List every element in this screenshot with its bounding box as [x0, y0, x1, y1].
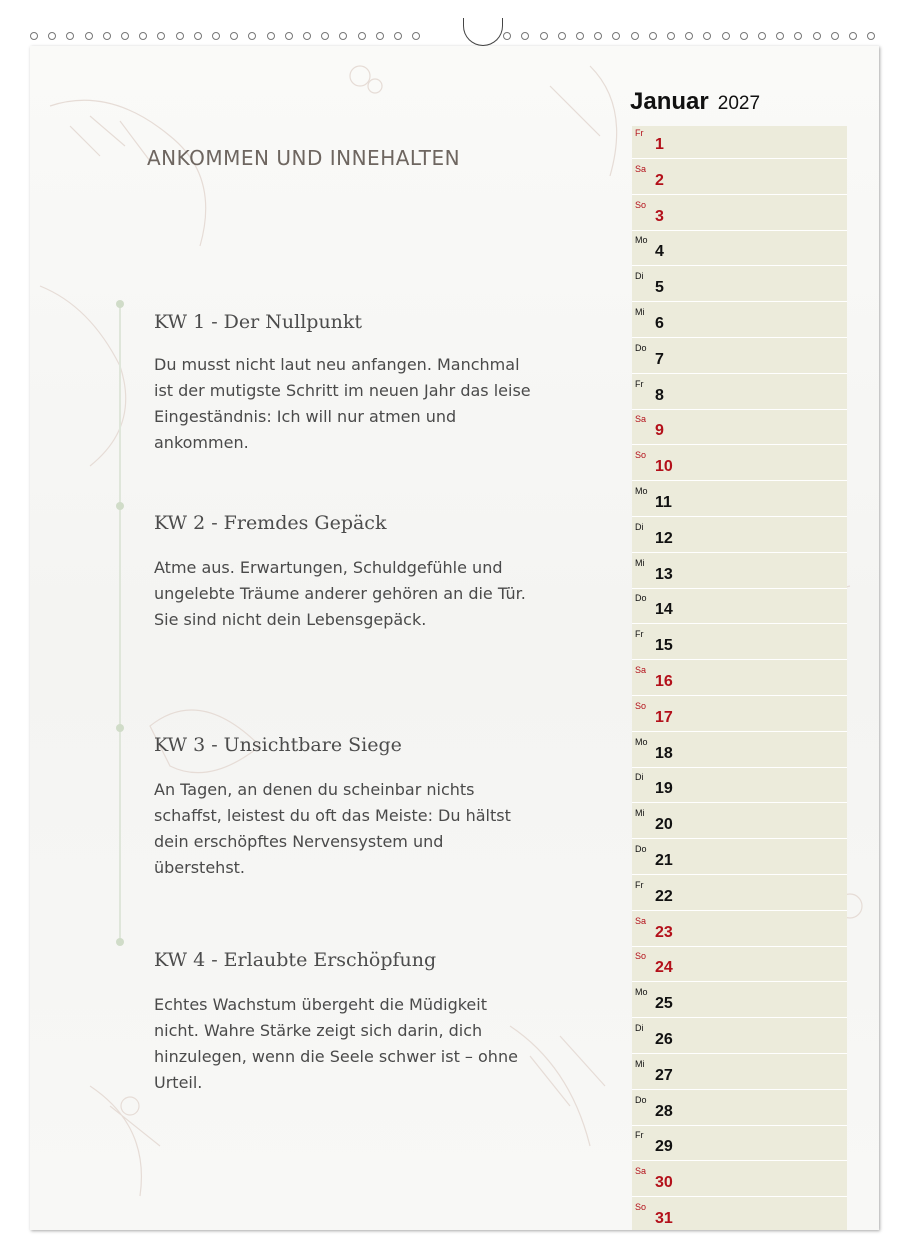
month-name: Januar	[630, 88, 709, 115]
day-number: 4	[655, 243, 664, 261]
year: 2027	[717, 93, 761, 114]
binding-ring	[685, 32, 693, 40]
day-number: 11	[655, 493, 672, 511]
calendar-page	[30, 46, 879, 1230]
weekday-label: Mo	[635, 987, 648, 998]
day-number: 8	[655, 386, 664, 404]
binding-ring	[412, 32, 420, 40]
timeline-line	[119, 304, 121, 944]
binding-ring	[649, 32, 657, 40]
day-row	[632, 305, 847, 338]
day-number: 18	[655, 744, 673, 762]
day-number: 3	[655, 207, 664, 225]
binding-ring	[776, 32, 784, 40]
day-number: 21	[655, 851, 673, 869]
binding-ring	[594, 32, 602, 40]
binding-ring	[576, 32, 584, 40]
binding-ring	[358, 32, 366, 40]
timeline-dot	[116, 724, 124, 732]
day-number: 17	[655, 708, 673, 726]
binding-ring	[157, 32, 165, 40]
weekday-label: Do	[635, 843, 647, 854]
weekday-label: Di	[635, 772, 644, 783]
binding-ring	[558, 32, 566, 40]
day-row	[632, 484, 847, 517]
weekday-label: Mo	[635, 235, 648, 246]
weekday-label: Mi	[635, 306, 645, 317]
binding-ring	[813, 32, 821, 40]
day-row	[632, 1164, 847, 1197]
binding-ring	[66, 32, 74, 40]
day-number: 19	[655, 780, 673, 798]
day-row	[632, 735, 847, 768]
binding-ring	[867, 32, 875, 40]
timeline-dot	[116, 502, 124, 510]
binding-ring	[176, 32, 184, 40]
day-number: 28	[655, 1102, 673, 1120]
day-row	[632, 699, 847, 732]
weekday-label: Mi	[635, 808, 645, 819]
day-number: 15	[655, 637, 673, 655]
week-4-title: KW 4 - Erlaubte Erschöpfung	[154, 949, 437, 971]
weekday-label: Sa	[635, 414, 647, 425]
day-row	[632, 1057, 847, 1090]
day-row	[632, 126, 847, 159]
weekday-label: Fr	[635, 378, 644, 389]
binding-ring	[740, 32, 748, 40]
weekday-label: Do	[635, 342, 647, 353]
day-number: 13	[655, 565, 673, 583]
weekday-label: So	[635, 951, 647, 962]
binding-ring	[248, 32, 256, 40]
binding-ring	[703, 32, 711, 40]
binding-ring	[376, 32, 384, 40]
spiral-binding	[30, 28, 880, 46]
month-header	[630, 88, 760, 116]
day-number: 1	[655, 136, 664, 153]
day-list	[632, 126, 847, 1230]
day-row	[632, 770, 847, 803]
weekday-label: So	[635, 700, 647, 711]
day-number: 2	[655, 171, 664, 189]
day-row	[632, 341, 847, 374]
binding-ring	[667, 32, 675, 40]
day-row	[632, 806, 847, 839]
week-3-title: KW 3 - Unsichtbare Siege	[154, 734, 402, 756]
day-row	[632, 233, 847, 266]
binding-ring	[285, 32, 293, 40]
day-row	[632, 269, 847, 302]
weekday-label: Sa	[635, 1166, 647, 1177]
binding-ring	[30, 32, 38, 40]
day-number: 6	[655, 314, 664, 332]
binding-ring	[722, 32, 730, 40]
day-row	[632, 1093, 847, 1126]
day-row	[632, 914, 847, 947]
day-number: 25	[655, 995, 673, 1013]
binding-ring	[267, 32, 275, 40]
day-row	[632, 448, 847, 481]
day-number: 22	[655, 887, 673, 905]
week-1-text: Du musst nicht laut neu anfangen. Manchmal ist der mutigste Schritt im neuen Jahr das leise Eingeständnis: Ich will nur atmen und ankommen.	[154, 355, 531, 452]
weekday-label: Sa	[635, 664, 647, 675]
weekday-label: Mo	[635, 485, 648, 496]
day-number: 16	[655, 672, 673, 690]
binding-ring	[139, 32, 147, 40]
weekday-label: Fr	[635, 1130, 644, 1141]
weekday-label: Do	[635, 593, 647, 604]
day-row	[632, 842, 847, 875]
weekday-label: So	[635, 450, 647, 461]
timeline-dot	[116, 938, 124, 946]
timeline-dot	[116, 300, 124, 308]
binding-ring	[521, 32, 529, 40]
binding-ring	[303, 32, 311, 40]
binding-ring	[831, 32, 839, 40]
binding-ring	[631, 32, 639, 40]
day-number: 20	[655, 816, 673, 834]
day-number: 23	[655, 923, 673, 941]
day-row	[632, 162, 847, 195]
day-row	[632, 556, 847, 589]
weekday-label: Fr	[635, 879, 644, 890]
binding-ring	[503, 32, 511, 40]
binding-ring	[48, 32, 56, 40]
day-number: 7	[655, 350, 664, 368]
binding-ring	[321, 32, 329, 40]
weekday-label: Do	[635, 1094, 647, 1105]
day-row	[632, 377, 847, 410]
weekday-label: So	[635, 1201, 647, 1212]
weekday-label: Sa	[635, 163, 647, 174]
weekday-label: Mi	[635, 557, 645, 568]
week-2-title: KW 2 - Fremdes Gepäck	[154, 512, 387, 534]
day-row	[632, 985, 847, 1018]
binding-ring	[230, 32, 238, 40]
day-row	[632, 520, 847, 553]
weekday-label: Di	[635, 271, 644, 282]
day-row	[632, 1128, 847, 1161]
binding-ring	[758, 32, 766, 40]
day-row	[632, 1200, 847, 1230]
day-row	[632, 198, 847, 231]
day-row	[632, 663, 847, 696]
binding-ring	[339, 32, 347, 40]
binding-ring	[103, 32, 111, 40]
day-number: 26	[655, 1030, 673, 1048]
binding-ring	[85, 32, 93, 40]
weekday-label: Fr	[635, 629, 644, 640]
day-number: 10	[655, 458, 673, 476]
page-heading: ANKOMMEN UND INNEHALTEN	[147, 146, 461, 170]
day-number: 24	[655, 959, 673, 977]
week-2-text: Atme aus. Erwartungen, Schuldgefühle und ungelebte Träume anderer gehören an die Tür. Sie sind nicht dein Lebensgepäck.	[154, 558, 526, 629]
weekday-label: Fr	[635, 128, 644, 138]
day-number: 30	[655, 1174, 673, 1192]
binding-ring	[794, 32, 802, 40]
day-number: 12	[655, 529, 673, 547]
day-row	[632, 627, 847, 660]
weekday-label: So	[635, 199, 647, 210]
week-4-text: Echtes Wachstum übergeht die Müdigkeit nicht. Wahre Stärke zeigt sich darin, dich hinzulegen, wenn die Seele schwer ist – ohne Urteil.	[154, 995, 518, 1092]
day-number: 9	[655, 422, 664, 440]
binding-ring	[194, 32, 202, 40]
week-3-text: An Tagen, an denen du scheinbar nichts schaffst, leistest du oft das Meiste: Du hältst dein erschöpftes Nervensystem und überstehst.	[154, 780, 511, 877]
day-number: 27	[655, 1066, 673, 1084]
weekday-label: Di	[635, 521, 644, 532]
binding-ring	[394, 32, 402, 40]
day-number: 31	[655, 1209, 673, 1227]
day-number: 14	[655, 601, 673, 619]
day-row	[632, 412, 847, 445]
weekday-label: Mi	[635, 1058, 645, 1069]
binding-ring	[540, 32, 548, 40]
weekday-label: Di	[635, 1022, 644, 1033]
day-number: 5	[655, 279, 664, 297]
binding-ring	[121, 32, 129, 40]
binding-ring	[612, 32, 620, 40]
day-number: 29	[655, 1138, 673, 1156]
weekday-label: Sa	[635, 915, 647, 926]
weekday-label: Mo	[635, 736, 648, 747]
day-row	[632, 878, 847, 911]
binding-ring	[212, 32, 220, 40]
binding-ring	[849, 32, 857, 40]
day-row	[632, 1021, 847, 1054]
hanger-hook	[463, 18, 503, 46]
day-row	[632, 591, 847, 624]
day-row	[632, 949, 847, 982]
week-1-title: KW 1 - Der Nullpunkt	[154, 311, 363, 333]
